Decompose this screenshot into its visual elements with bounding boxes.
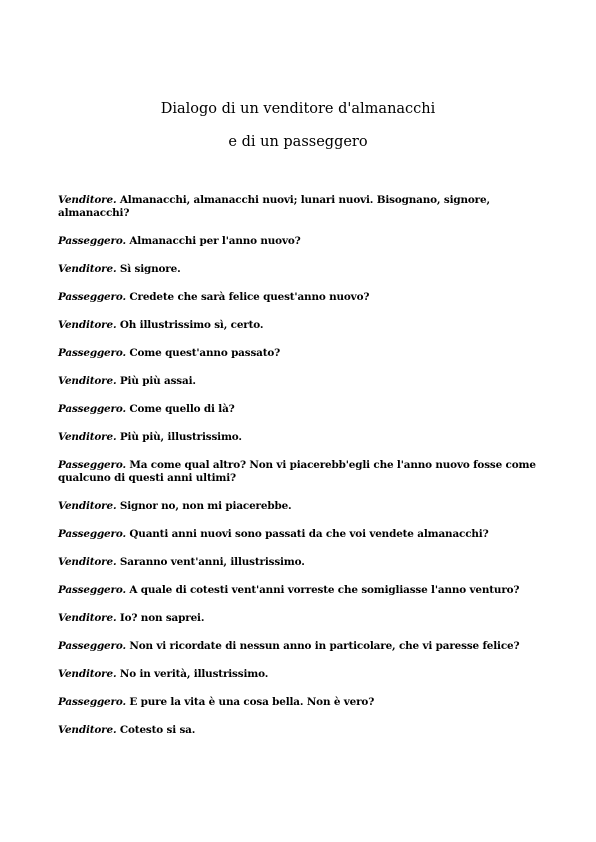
dialogue-line	[58, 235, 544, 248]
speaker-name: Venditore.	[58, 263, 117, 275]
speaker-name: Venditore.	[58, 556, 117, 568]
speech-text: Almanacchi per l'anno nuovo?	[129, 235, 301, 247]
speaker-name: Passeggero.	[58, 347, 126, 359]
dialogue-line	[58, 724, 544, 737]
dialogue-line	[58, 319, 544, 332]
dialogue-line	[58, 500, 544, 513]
dialogue-line	[58, 696, 544, 709]
dialogue-line	[58, 194, 544, 220]
speaker-name: Venditore.	[58, 431, 117, 443]
speech-text: Come quest'anno passato?	[129, 347, 281, 359]
dialogue-line	[58, 612, 544, 625]
speaker-name: Venditore.	[58, 668, 117, 680]
dialogue-line	[58, 459, 544, 485]
dialogue-line	[58, 263, 544, 276]
speaker-name: Passeggero.	[58, 528, 126, 540]
dialogue-line	[58, 640, 544, 653]
speech-text: Come quello di là?	[129, 403, 235, 415]
speech-text: E pure la vita è una cosa bella. Non è vero?	[129, 696, 375, 708]
speaker-name: Venditore.	[58, 319, 117, 331]
dialogue-line	[58, 431, 544, 444]
speech-text: Cotesto si sa.	[119, 724, 196, 736]
speech-text: Oh illustrissimo sì, certo.	[119, 319, 264, 331]
dialogue-line	[58, 556, 544, 569]
speech-text: Più più assai.	[119, 375, 196, 387]
dialogue-line	[58, 584, 544, 597]
speaker-name: Passeggero.	[58, 403, 126, 415]
speaker-name: Venditore.	[58, 724, 117, 736]
speech-text: Non vi ricordate di nessun anno in particolare, che vi paresse felice?	[129, 640, 520, 652]
speaker-name: Passeggero.	[58, 459, 126, 471]
speaker-name: Venditore.	[58, 194, 117, 206]
dialogue-line	[58, 668, 544, 681]
speech-text: Saranno vent'anni, illustrissimo.	[119, 556, 305, 568]
speaker-name: Passeggero.	[58, 696, 126, 708]
speech-text: Io? non saprei.	[119, 612, 205, 624]
document-subtitle: e di un passeggero	[228, 134, 368, 150]
dialogue-line	[58, 528, 544, 541]
speaker-name: Passeggero.	[58, 640, 126, 652]
speech-text: Credete che sarà felice quest'anno nuovo?	[129, 291, 370, 303]
speech-text: Signor no, non mi piacerebbe.	[119, 500, 292, 512]
speaker-name: Venditore.	[58, 612, 117, 624]
speaker-name: Passeggero.	[58, 235, 126, 247]
speech-text: Più più, illustrissimo.	[119, 431, 242, 443]
dialogue-line	[58, 403, 544, 416]
speaker-name: Passeggero.	[58, 291, 126, 303]
speech-text: Almanacchi, almanacchi nuovi; lunari nuovi. Bisognano, signore, almanacchi?	[58, 194, 490, 219]
speech-text: A quale di cotesti vent'anni vorreste che somigliasse l'anno venturo?	[129, 584, 520, 596]
speech-text: Sì signore.	[119, 263, 181, 275]
speech-text: Ma come qual altro? Non vi piacerebb'egli che l'anno nuovo fosse come qualcuno di questi anni ultimi?	[58, 459, 536, 484]
dialogue-line	[58, 375, 544, 388]
dialogue-line	[58, 347, 544, 360]
dialogue-list	[58, 194, 544, 752]
document-title: Dialogo di un venditore d'almanacchi	[160, 101, 436, 117]
speaker-name: Venditore.	[58, 500, 117, 512]
speaker-name: Passeggero.	[58, 584, 126, 596]
speech-text: No in verità, illustrissimo.	[119, 668, 269, 680]
dialogue-line	[58, 291, 544, 304]
speech-text: Quanti anni nuovi sono passati da che voi vendete almanacchi?	[129, 528, 489, 540]
speaker-name: Venditore.	[58, 375, 117, 387]
